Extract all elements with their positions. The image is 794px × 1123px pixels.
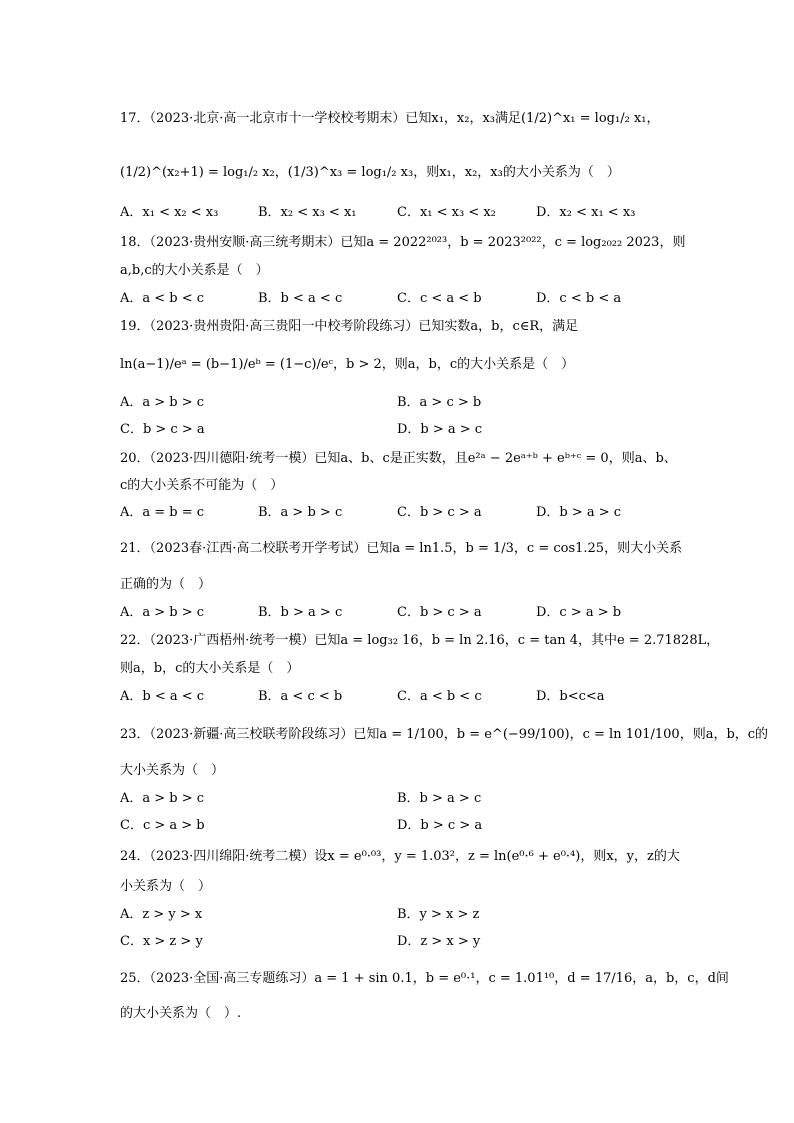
q17-option-a: A．x₁ < x₂ < x₃ xyxy=(120,205,219,220)
q24-line-1: 24．（2023·四川绵阳·统考二模）设x = e⁰·⁰³，y = 1.03²，z = ln(e⁰·⁶ + e⁰·⁴)，则x，y，z的大 xyxy=(120,849,680,864)
q19-option-c: C．b > c > a xyxy=(120,422,205,437)
q23-option-a: A．a > b > c xyxy=(120,791,205,806)
q20-option-c: C．b > c > a xyxy=(397,505,482,520)
q18-option-c: C．c < a < b xyxy=(397,291,482,306)
q22-line-1: 22．（2023·广西梧州·统考一模）已知a = log₃₂ 16，b = ln 2.16，c = tan 4，其中e = 2.71828L， xyxy=(120,633,720,648)
q21-option-a: A．a > b > c xyxy=(120,605,205,620)
q21-option-d: D．c > a > b xyxy=(536,605,622,620)
q23-line-1: 23．（2023·新疆·高三校联考阶段练习）已知a = 1/100，b = e^(−99/100)，c = ln 101/100，则a，b，c的 xyxy=(120,727,769,742)
q19-option-d: D．b > a > c xyxy=(397,422,483,437)
q24-option-a: A．z > y > x xyxy=(120,907,203,922)
q17-option-b: B．x₂ < x₃ < x₁ xyxy=(258,205,357,220)
q21-option-c: C．b > c > a xyxy=(397,605,482,620)
q21-line-1: 21．（2023春·江西·高二校联考开学考试）已知a = ln1.5，b = 1/3，c = cos1.25，则大小关系 xyxy=(120,541,683,556)
q20-line-2: c的大小关系不可能为（ ） xyxy=(120,478,284,493)
q18-option-d: D．c < b < a xyxy=(536,291,622,306)
q23-line-2: 大小关系为（ ） xyxy=(120,763,225,778)
q24-option-c: C．x > z > y xyxy=(120,934,203,949)
q24-option-b: B．y > x > z xyxy=(397,907,480,922)
q22-option-c: C．a < b < c xyxy=(397,689,482,704)
q21-line-2: 正确的为（ ） xyxy=(120,577,212,592)
q25-line-1: 25．（2023·全国·高三专题练习）a = 1 + sin 0.1，b = e⁰·¹，c = 1.01¹⁰，d = 17/16，a，b，c，d间 xyxy=(120,971,729,986)
q23-option-c: C．c > a > b xyxy=(120,818,205,833)
q23-option-b: B．b > a > c xyxy=(397,791,482,806)
q20-line-1: 20．（2023·四川德阳·统考一模）已知a、b、c是正实数，且e²ᵃ − 2eᵃ⁺ᵇ + eᵇ⁺ᶜ = 0，则a、b、 xyxy=(120,451,677,466)
q25-line-2: 的大小关系为（ ）. xyxy=(120,1006,242,1021)
q17-option-c: C．x₁ < x₃ < x₂ xyxy=(397,205,496,220)
q18-line-2: a,b,c的大小关系是（ ） xyxy=(120,263,269,278)
q20-option-d: D．b > a > c xyxy=(536,505,622,520)
q18-line-1: 18．（2023·贵州安顺·高三统考期末）已知a = 2022²⁰²³，b = 2023²⁰²²，c = log₂₀₂₂ 2023，则 xyxy=(120,235,686,250)
q17-option-d: D．x₂ < x₁ < x₃ xyxy=(536,205,636,220)
q19-line-2: ln(a−1)/eᵃ = (b−1)/eᵇ = (1−c)/eᶜ，b > 2，则a，b，c的大小关系是（ ） xyxy=(120,357,575,372)
q22-line-2: 则a，b，c的大小关系是（ ） xyxy=(120,661,300,676)
q21-option-b: B．b > a > c xyxy=(258,605,343,620)
q17-line-1: 17．（2023·北京·高一北京市十一学校校考期末）已知x₁，x₂，x₃满足(1/2)^x₁ = log₁/₂ x₁， xyxy=(120,111,660,126)
q19-option-a: A．a > b > c xyxy=(120,395,205,410)
q20-option-b: B．a > b > c xyxy=(258,505,343,520)
q23-option-d: D．b > c > a xyxy=(397,818,483,833)
q24-option-d: D．z > x > y xyxy=(397,934,481,949)
q20-option-a: A．a = b = c xyxy=(120,505,205,520)
q24-line-2: 小关系为（ ） xyxy=(120,879,212,894)
q19-line-1: 19．（2023·贵州贵阳·高三贵阳一中校考阶段练习）已知实数a，b，c∈R，满足 xyxy=(120,319,579,334)
q19-option-b: B．a > c > b xyxy=(397,395,482,410)
q18-option-b: B．b < a < c xyxy=(258,291,343,306)
q22-option-b: B．a < c < b xyxy=(258,689,343,704)
q18-option-a: A．a < b < c xyxy=(120,291,205,306)
q22-option-d: D．b<c<a xyxy=(536,689,605,704)
q22-option-a: A．b < a < c xyxy=(120,689,205,704)
q17-line-2: (1/2)^(x₂+1) = log₁/₂ x₂，(1/3)^x₃ = log₁/₂ x₃，则x₁，x₂，x₃的大小关系为（ ） xyxy=(120,165,620,180)
